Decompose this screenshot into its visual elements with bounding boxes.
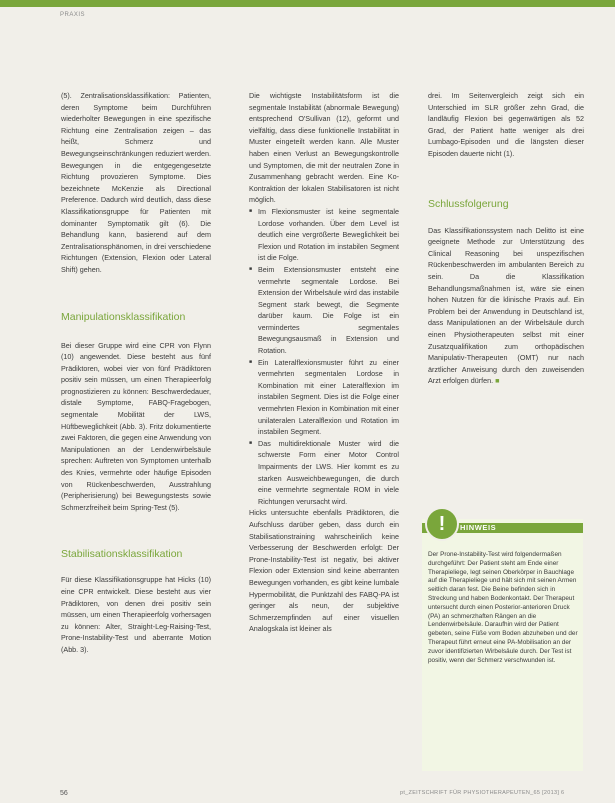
- heading-conclusion: Schlussfolgerung: [428, 197, 509, 210]
- paragraph: [428, 225, 584, 387]
- page-number: 56: [60, 790, 68, 797]
- list-item: ■ Im Flexionsmuster ist keine segmentale Lordose vorhanden. Über dem Level ist deutlich eine vergrößerte Beweglichkeit bei Flexion und Rotation im instabilen Segment ist die Folge.: [249, 206, 399, 264]
- heading-stabilisation: Stabilisationsklassifikation: [61, 548, 183, 561]
- paragraph: (5). Zentralisationsklassifikation: Patienten, deren Symptome beim Durchführen wiederholter Bewegungen in eine spezifische Richtung eine Zentralisation zeigen – das heißt, Schmerz und Bewegungseinschränkungen reduziert werden. Bewegungen in die entgegengesetzte Richtung provozieren Symptome. Dies bezeichnete McKenzie als Directional Preference. Dadurch wird deutlich, dass diese Klassifikationsgruppe für Patienten mit dominanter Symptomatik gilt (6). Die Behandlung kann, basierend auf dem Zentralisationsphänomen, in drei verschiedene Richtungen (Extension, Flexion oder Lateral Shift) gehen.: [61, 91, 211, 274]
- note-box: [422, 513, 583, 771]
- note-text: Der Prone-Instability-Test wird folgendermaßen durchgeführt: Der Patient steht am Ende einer Therapieliege, legt seinen Oberkörper in Bauchlage auf die Therapieliege und hält sich mit seinen Armen seitlich daran fest. Die Beine befinden sich in Streckung und haben Bodenkontakt. Der Therapeut untersucht durch einen Posterior-anterioren Druck (PA) an schmerzhaften Rängen an die Lendenwirbelsäule. Daraufhin wird der Patient gebeten, seine Füße vom Boden abzuheben und der Therapeut führt erneut eine PA-Mobilisation an der zuvor identifizierten Wirbelsäule durch. Der Test ist positiv, wenn der Schmerz verschwunden ist.: [428, 551, 578, 664]
- text-column-1: [61, 90, 211, 656]
- list-item: ■ Ein Lateralflexionsmuster führt zu einer vermehrten segmentalen Lordose in Kombination mit einer Lateralflexion im instabilen Segment. Dies ist die Folge einer vermehrten Flexion in Kombination mit einer unilateralen Lateralflexion und Rotation im instabilen Segment.: [249, 357, 399, 438]
- note-title: HINWEIS: [460, 523, 497, 532]
- paragraph: Für diese Klassifikationsgruppe hat Hicks (10) eine CPR entwickelt. Diese besteht aus vier Prädiktoren, von denen drei positiv sein müssen, um einen Therapieerfolg vorhersagen zu können: Alter, Straight-Leg-Raising-Test, Prone-Instability-Test und aberrante Motion (Abb. 3).: [61, 575, 211, 654]
- text-column-3: [428, 90, 584, 387]
- section-tag: PRAXIS: [60, 12, 86, 18]
- conclusion-text: Das Klassifikationssystem nach Delitto ist eine geeignete Methode zur Unterstützung des Clinical Reasoning bei unspezifischen Rückenbeschwerden im ambulanten Bereich zu sein. Da die Klassifikation Behandlungsmaßnahmen ist, wäre sie einen hohen Nutzen für die klinische Praxis auf. Ein Problem bei der Anwendung in Deutschland ist, dass Manipulationen an der Wirbelsäule durch einen Physiotherapeuten selbst mit einer Zusatzqualifikation zum orthopädischen Manipulativ-Therapeuten (OMT) nur nach ärztlicher Anweisung durch den zuweisenden Arzt erfolgen dürfen.: [428, 225, 584, 386]
- text-column-2: [249, 90, 399, 635]
- end-of-article-icon: ■: [495, 376, 500, 386]
- list-item: ■ Das multidirektionale Muster wird die schwerste Form einer Motor Control Impairments der LWS. Hier kommt es zu starken Ausweichbewegungen, die durch eine vermehrte segmentale ROM in viele Richtungen verursacht wird.: [249, 438, 399, 508]
- paragraph: Hicks untersuchte ebenfalls Prädiktoren, die Aufschluss darüber geben, dass durch ein Stabilisationstraining wahrscheinlich keine Verbesserung der Beschwerden erfolgt: Der Prone-Instability-Test ist negativ, bei aktiver Flexion oder Extension sind keine aberranten Bewegungen vorhanden, es gibt keine lumbale Hypermobilität, die Punktzahl des FABQ-PA ist geringer als neun, der subjektive Schmerzempfinden auf einer visuellen Analogskala ist kleiner als: [249, 508, 399, 634]
- list-item: ■ Beim Extensionsmuster entsteht eine vermehrte segmentale Lordose. Bei Extension der Wirbelsäule wird das instabile Segment stark bewegt, die Segmente darüber kaum. Die Folge ist ein vermindertes segmentales Bewegungsausmaß in Extension und Rotation.: [249, 264, 399, 357]
- bullet-list: [249, 206, 399, 507]
- paragraph: Die wichtigste Instabilitätsform ist die segmentale Instabilität (abnormale Bewegung) entsprechend O'Sullivan (12), geformt und vielfältig, dass diese funktionelle Instabilität in Muster eingeteilt werden kann. Alle Muster haben einen Verlust an Bewegungskontrolle und Symptomen, die mit der neutralen Zone in Zusammenhang gebracht werden. Eine Ko-Kontraktion der lokalen Stabilisatoren ist nicht möglich.: [249, 91, 399, 205]
- paragraph: drei. Im Seitenvergleich zeigt sich ein Unterschied im SLR größer zehn Grad, die landläufig Flexion bei gegenwärtigen als 52 Grad, der Patient hatte weniger als drei Lumbago-Episoden und die längsten dieser Episoden dauerte nicht (1).: [428, 91, 584, 158]
- exclamation-icon: !: [425, 507, 459, 541]
- top-accent-bar: [0, 0, 615, 7]
- heading-manipulation: Manipulationsklassifikation: [61, 310, 186, 323]
- paragraph: Bei dieser Gruppe wird eine CPR von Flynn (10) angewendet. Diese besteht aus fünf Prädiktoren, wobei vier von fünf Prädiktoren positiv sein müssen, um einen Therapieerfolg prognostizieren zu können: Beschwerdedauer, distale Symptome, FABQ-Fragebogen, segmentale Mobilität der LWS, Hüftbeweglichkeit (Abb. 3). Fritz dokumentierte zwei Faktoren, die gegen eine Anwendung von Manipulationen an der Lendenwirbelsäule sprechen: Auftreten von Symptomen unterhalb des Knies, vermehrte oder häufige Episoden von Rückenbeschwerden, Ausstrahlung (Peripherisierung) bei Bewegungstests sowie Schmerzfreiheit beim Spring-Test (5).: [61, 340, 211, 512]
- journal-reference: pt_ZEITSCHRIFT FÜR PHYSIOTHERAPEUTEN_65 [2013] 6: [400, 790, 565, 796]
